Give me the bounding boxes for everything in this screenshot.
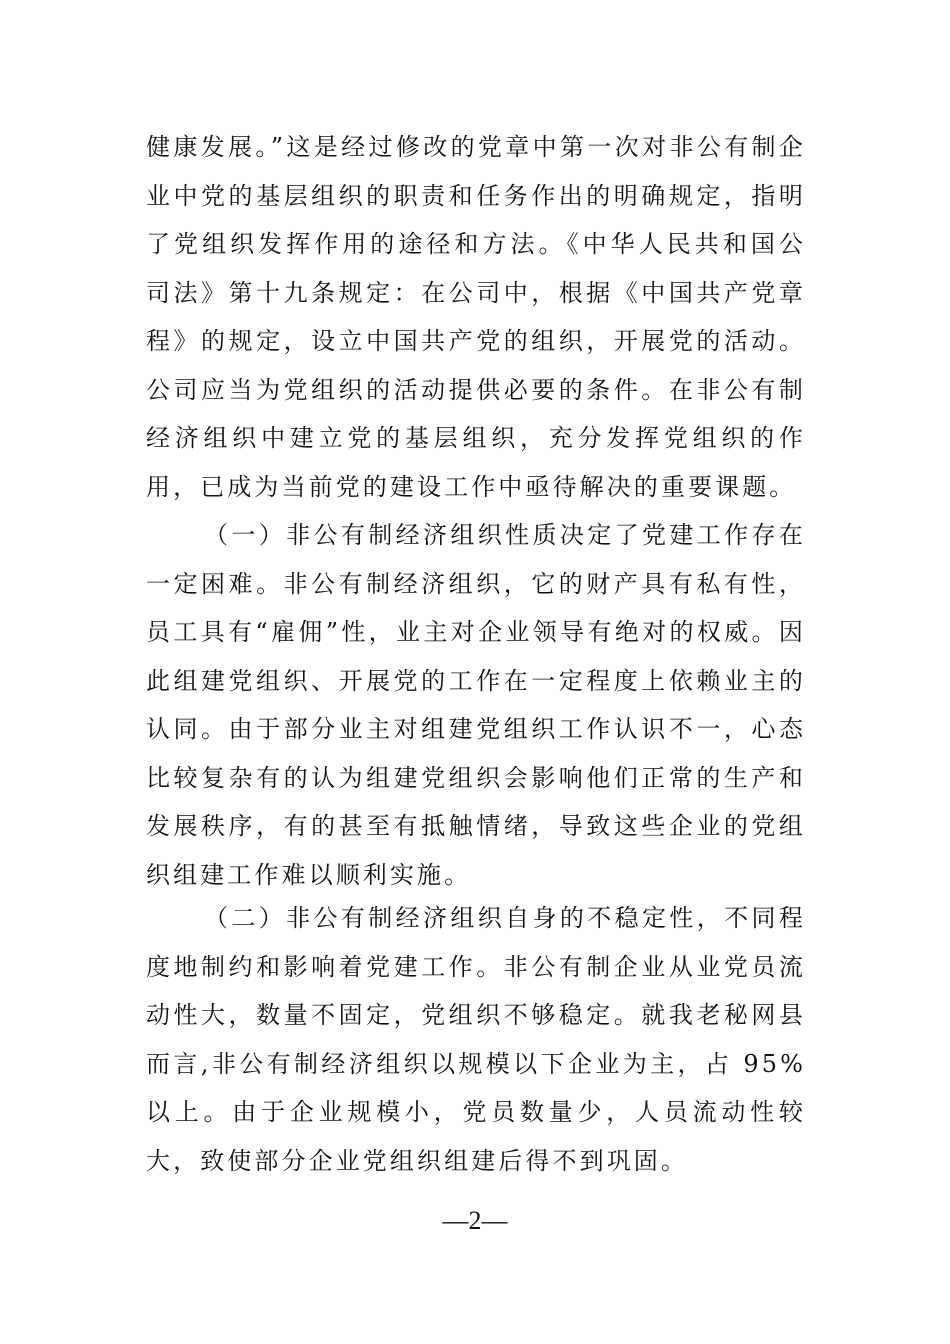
paragraph-text: 健康发展。”这是经过修改的党章中第一次对非公有制企业中党的基层组织的职责和任务作出的明确规定，指明了党组织发挥作用的途径和方法。《中华人民共和国公司法》第十九条规定：在公司中，根据《中国共产党章程》的规定，设立中国共产党的组织，开展党的活动。公司应当为党组织的活动提供必要的条件。在非公有制经济组织中建立党的基层组织，充分发挥党组织的作用，已成为当前党的建设工作中亟待解决的重要课题。: [146, 133, 806, 501]
body-paragraph-1: [146, 123, 806, 511]
paragraph-text: （一）非公有制经济组织性质决定了党建工作存在一定困难。非公有制经济组织，它的财产具有私有性，员工具有“雇佣”性，业主对企业领导有绝对的权威。因此组建党组织、开展党的工作在一定程度上依赖业主的认同。由于部分业主对组建党组织工作认识不一，心态比较复杂有的认为组建党组织会影响他们正常的生产和发展秩序，有的甚至有抵触情绪，导致这些企业的党组织组建工作难以顺利实施。: [146, 521, 806, 889]
page-number: —2—: [442, 1206, 508, 1235]
paragraph-text: （二）非公有制经济组织自身的不稳定性，不同程度地制约和影响着党建工作。非公有制企业从业党员流动性大，数量不固定，党组织不够稳定。就我老秘网县而言,非公有制经济组织以规模以下企业为主，占 95%以上。由于企业规模小，党员数量少，人员流动性较大，致使部分企业党组织组建后得不到巩固。: [146, 904, 806, 1175]
body-paragraph-3: [146, 894, 806, 1185]
body-paragraph-2: [146, 511, 806, 899]
